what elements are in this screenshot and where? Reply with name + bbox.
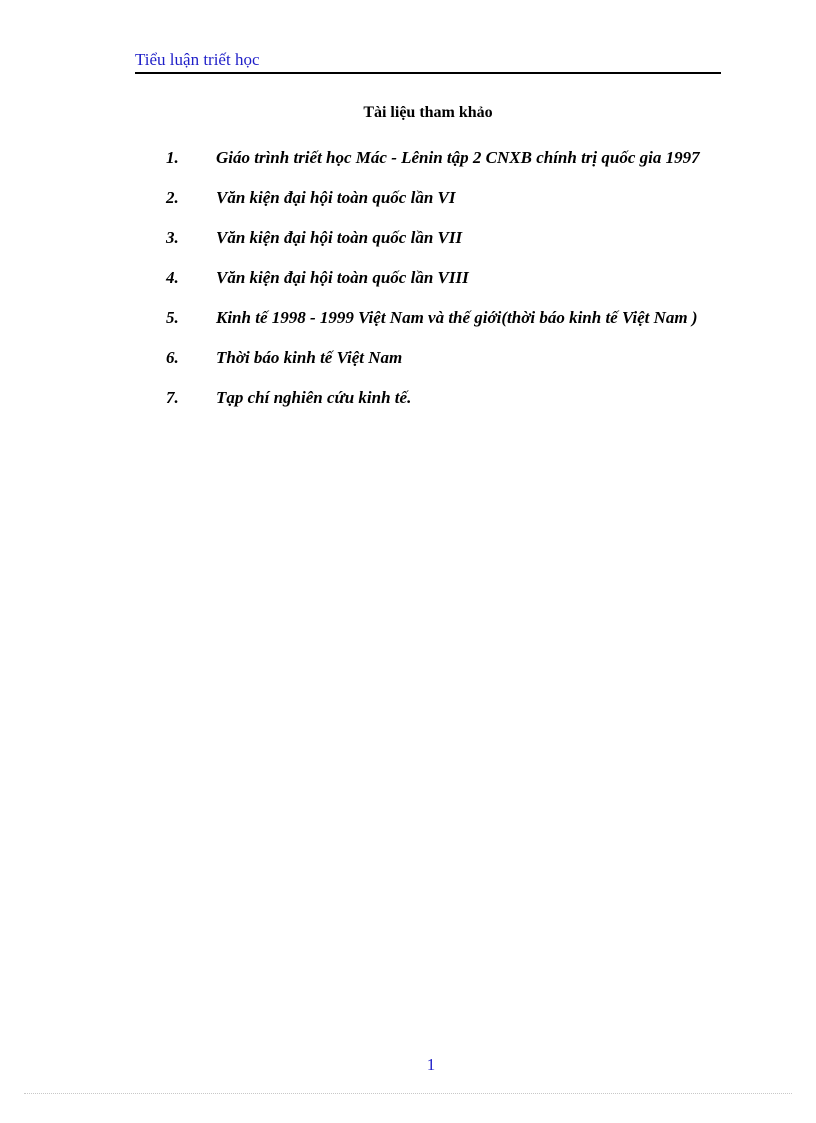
page-header	[135, 48, 721, 74]
document-title: Tài liệu tham khảo	[363, 104, 493, 121]
reference-item	[166, 222, 722, 253]
reference-number: 2.	[166, 188, 179, 207]
reference-text: Văn kiện đại hội toàn quốc lần VIII	[216, 268, 469, 287]
reference-number: 1.	[166, 148, 179, 167]
reference-list	[166, 142, 722, 422]
reference-number: 3.	[166, 228, 179, 247]
reference-item	[166, 302, 722, 333]
reference-text: Kinh tế 1998 - 1999 Việt Nam và thế giới(thời báo kinh tế Việt Nam )	[216, 308, 698, 327]
reference-number: 6.	[166, 348, 179, 367]
header-title: Tiểu luận triết học	[135, 50, 260, 69]
reference-item	[166, 182, 722, 213]
reference-item	[166, 382, 722, 413]
reference-text: Văn kiện đại hội toàn quốc lần VII	[216, 228, 463, 247]
page-edge-divider	[24, 1093, 792, 1094]
page-number: 1	[426, 1055, 436, 1074]
reference-number: 5.	[166, 308, 179, 327]
reference-text: Văn kiện đại hội toàn quốc lần VI	[216, 188, 456, 207]
reference-number: 7.	[166, 388, 179, 407]
reference-item	[166, 142, 722, 173]
reference-item	[166, 262, 722, 293]
reference-text: Thời báo kinh tế Việt Nam	[216, 348, 403, 367]
reference-text: Tạp chí nghiên cứu kinh tế.	[216, 388, 412, 407]
reference-number: 4.	[166, 268, 179, 287]
reference-item	[166, 342, 722, 373]
reference-text: Giáo trình triết học Mác - Lênin tập 2 CNXB chính trị quốc gia 1997	[216, 148, 700, 167]
